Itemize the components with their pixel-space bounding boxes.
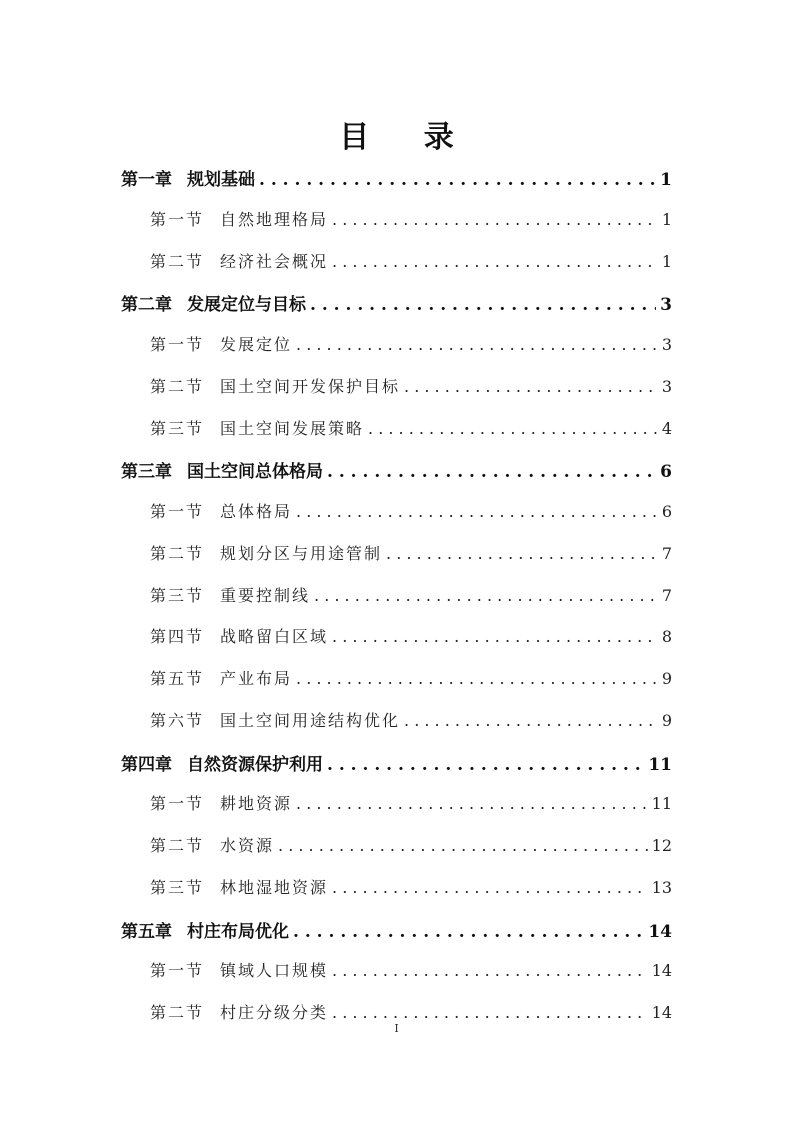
toc-entry-number: 第一节 — [150, 502, 205, 521]
toc-entry-number: 第三节 — [150, 877, 205, 897]
toc-entry-page-number: 1 — [660, 170, 672, 190]
toc-entry-number: 第一节 — [150, 961, 205, 981]
toc-entry-number: 第二节 — [150, 251, 205, 271]
toc-entry-title: 国土空间用途结构优化 — [220, 710, 401, 730]
toc-entry-title: 产业布局 — [220, 669, 293, 688]
toc-entry-title: 重要控制线 — [220, 585, 311, 605]
toc-entry-page-number: 9 — [661, 710, 672, 730]
toc-section-entry[interactable] — [150, 708, 672, 732]
toc-entry-page-number: 11 — [651, 794, 672, 814]
toc-entry-number: 第四节 — [150, 627, 205, 647]
dot-leader — [404, 377, 658, 396]
toc-entry-title: 镇域人口规模 — [220, 961, 329, 981]
toc-entry-page-number: 11 — [648, 754, 672, 775]
dot-leader — [386, 544, 658, 563]
toc-entry-page-number: 3 — [661, 376, 672, 396]
toc-entry-number: 第一节 — [150, 209, 205, 229]
toc-section-entry[interactable] — [150, 249, 672, 273]
toc-section-entry[interactable] — [150, 332, 672, 356]
toc-entry-page-number: 4 — [661, 418, 672, 438]
toc-entry-title: 村庄分级分类 — [220, 1003, 329, 1022]
toc-entry-title: 林地湿地资源 — [220, 877, 329, 897]
toc-entry-page-number: 6 — [660, 462, 672, 483]
dot-leader — [293, 922, 644, 942]
dot-leader — [332, 961, 648, 980]
dot-leader — [327, 462, 656, 482]
toc-entry-page-number: 12 — [651, 836, 672, 855]
toc-entry-title: 自然地理格局 — [220, 209, 329, 229]
toc-chapter-entry[interactable] — [121, 165, 672, 189]
toc-entry-page-number: 1 — [661, 251, 672, 271]
dot-leader — [296, 502, 658, 521]
toc-entry-number: 第五章 — [121, 921, 172, 942]
toc-entry-page-number: 6 — [661, 502, 672, 521]
toc-entry-number: 第三节 — [150, 585, 205, 605]
toc-entry-number: 第五节 — [150, 669, 205, 688]
dot-leader — [368, 419, 658, 438]
toc-entry-page-number: 3 — [660, 295, 672, 316]
toc-section-entry[interactable] — [150, 416, 672, 440]
toc-section-entry[interactable] — [150, 1000, 672, 1024]
toc-entry-page-number: 8 — [661, 627, 672, 647]
toc-entry-title: 规划基础 — [187, 170, 255, 190]
toc-entry-number: 第二节 — [150, 836, 205, 855]
toc-entry-title: 耕地资源 — [220, 794, 293, 814]
toc-entry-number: 第一节 — [150, 335, 205, 354]
page-title: 目 录 — [339, 120, 476, 155]
toc-entry-number: 第二节 — [150, 543, 205, 563]
toc-entry-title: 发展定位与目标 — [187, 295, 306, 316]
toc-section-entry[interactable] — [150, 875, 672, 899]
dot-leader — [296, 335, 658, 354]
toc-entry-title: 国土空间开发保护目标 — [220, 376, 401, 396]
dot-leader — [332, 878, 648, 897]
toc-entry-number: 第二节 — [150, 1003, 205, 1022]
dot-leader — [332, 252, 658, 271]
toc-entry-page-number: 13 — [651, 877, 672, 897]
dot-leader — [310, 295, 656, 315]
dot-leader — [314, 586, 658, 605]
toc-section-entry[interactable] — [150, 833, 672, 857]
toc-entry-title: 规划分区与用途管制 — [220, 543, 383, 563]
toc-entry-page-number: 14 — [651, 1003, 672, 1022]
toc-section-entry[interactable] — [150, 499, 672, 523]
toc-entry-title: 国土空间总体格局 — [187, 462, 323, 483]
toc-entry-number: 第二章 — [121, 295, 172, 316]
toc-entry-number: 第一节 — [150, 794, 205, 814]
toc-entry-number: 第六节 — [150, 710, 205, 730]
toc-chapter-entry[interactable] — [121, 457, 672, 481]
toc-entry-page-number: 1 — [661, 209, 672, 229]
toc-entry-title: 国土空间发展策略 — [220, 418, 365, 438]
toc-entry-title: 战略留白区域 — [220, 627, 329, 647]
dot-leader — [332, 627, 658, 646]
dot-leader — [404, 711, 658, 730]
toc-entry-page-number: 14 — [648, 921, 672, 942]
dot-leader — [259, 170, 656, 190]
toc-entry-page-number: 14 — [651, 961, 672, 981]
toc-section-entry[interactable] — [150, 583, 672, 607]
toc-entry-title: 经济社会概况 — [220, 251, 329, 271]
toc-entry-page-number: 3 — [661, 335, 672, 354]
toc-section-entry[interactable] — [150, 207, 672, 231]
toc-section-entry[interactable] — [150, 791, 672, 815]
toc-chapter-entry[interactable] — [121, 917, 672, 941]
toc-entry-title: 发展定位 — [220, 335, 293, 354]
toc-chapter-entry[interactable] — [121, 290, 672, 314]
toc-entry-page-number: 7 — [661, 543, 672, 563]
toc-section-entry[interactable] — [150, 958, 672, 982]
page-footer-number: I — [394, 1022, 399, 1035]
toc-entry-title: 村庄布局优化 — [187, 921, 289, 942]
toc-entry-number: 第一章 — [121, 170, 172, 190]
toc-chapter-entry[interactable] — [121, 750, 672, 774]
dot-leader — [327, 755, 644, 775]
dot-leader — [332, 210, 658, 229]
toc-section-entry[interactable] — [150, 666, 672, 690]
toc-section-entry[interactable] — [150, 541, 672, 565]
dot-leader — [332, 1003, 648, 1022]
toc-entry-page-number: 7 — [661, 585, 672, 605]
toc-entry-title: 总体格局 — [220, 502, 293, 521]
toc-section-entry[interactable] — [150, 374, 672, 398]
toc-section-entry[interactable] — [150, 624, 672, 648]
dot-leader — [296, 669, 658, 688]
dot-leader — [296, 794, 648, 813]
toc-entry-title: 自然资源保护利用 — [187, 754, 323, 775]
toc-entry-number: 第四章 — [121, 754, 172, 775]
toc-entry-number: 第三节 — [150, 418, 205, 438]
dot-leader — [278, 836, 648, 855]
toc-entry-title: 水资源 — [220, 836, 275, 855]
toc-entry-number: 第三章 — [121, 462, 172, 483]
toc-entry-number: 第二节 — [150, 376, 205, 396]
toc-entry-page-number: 9 — [661, 669, 672, 688]
